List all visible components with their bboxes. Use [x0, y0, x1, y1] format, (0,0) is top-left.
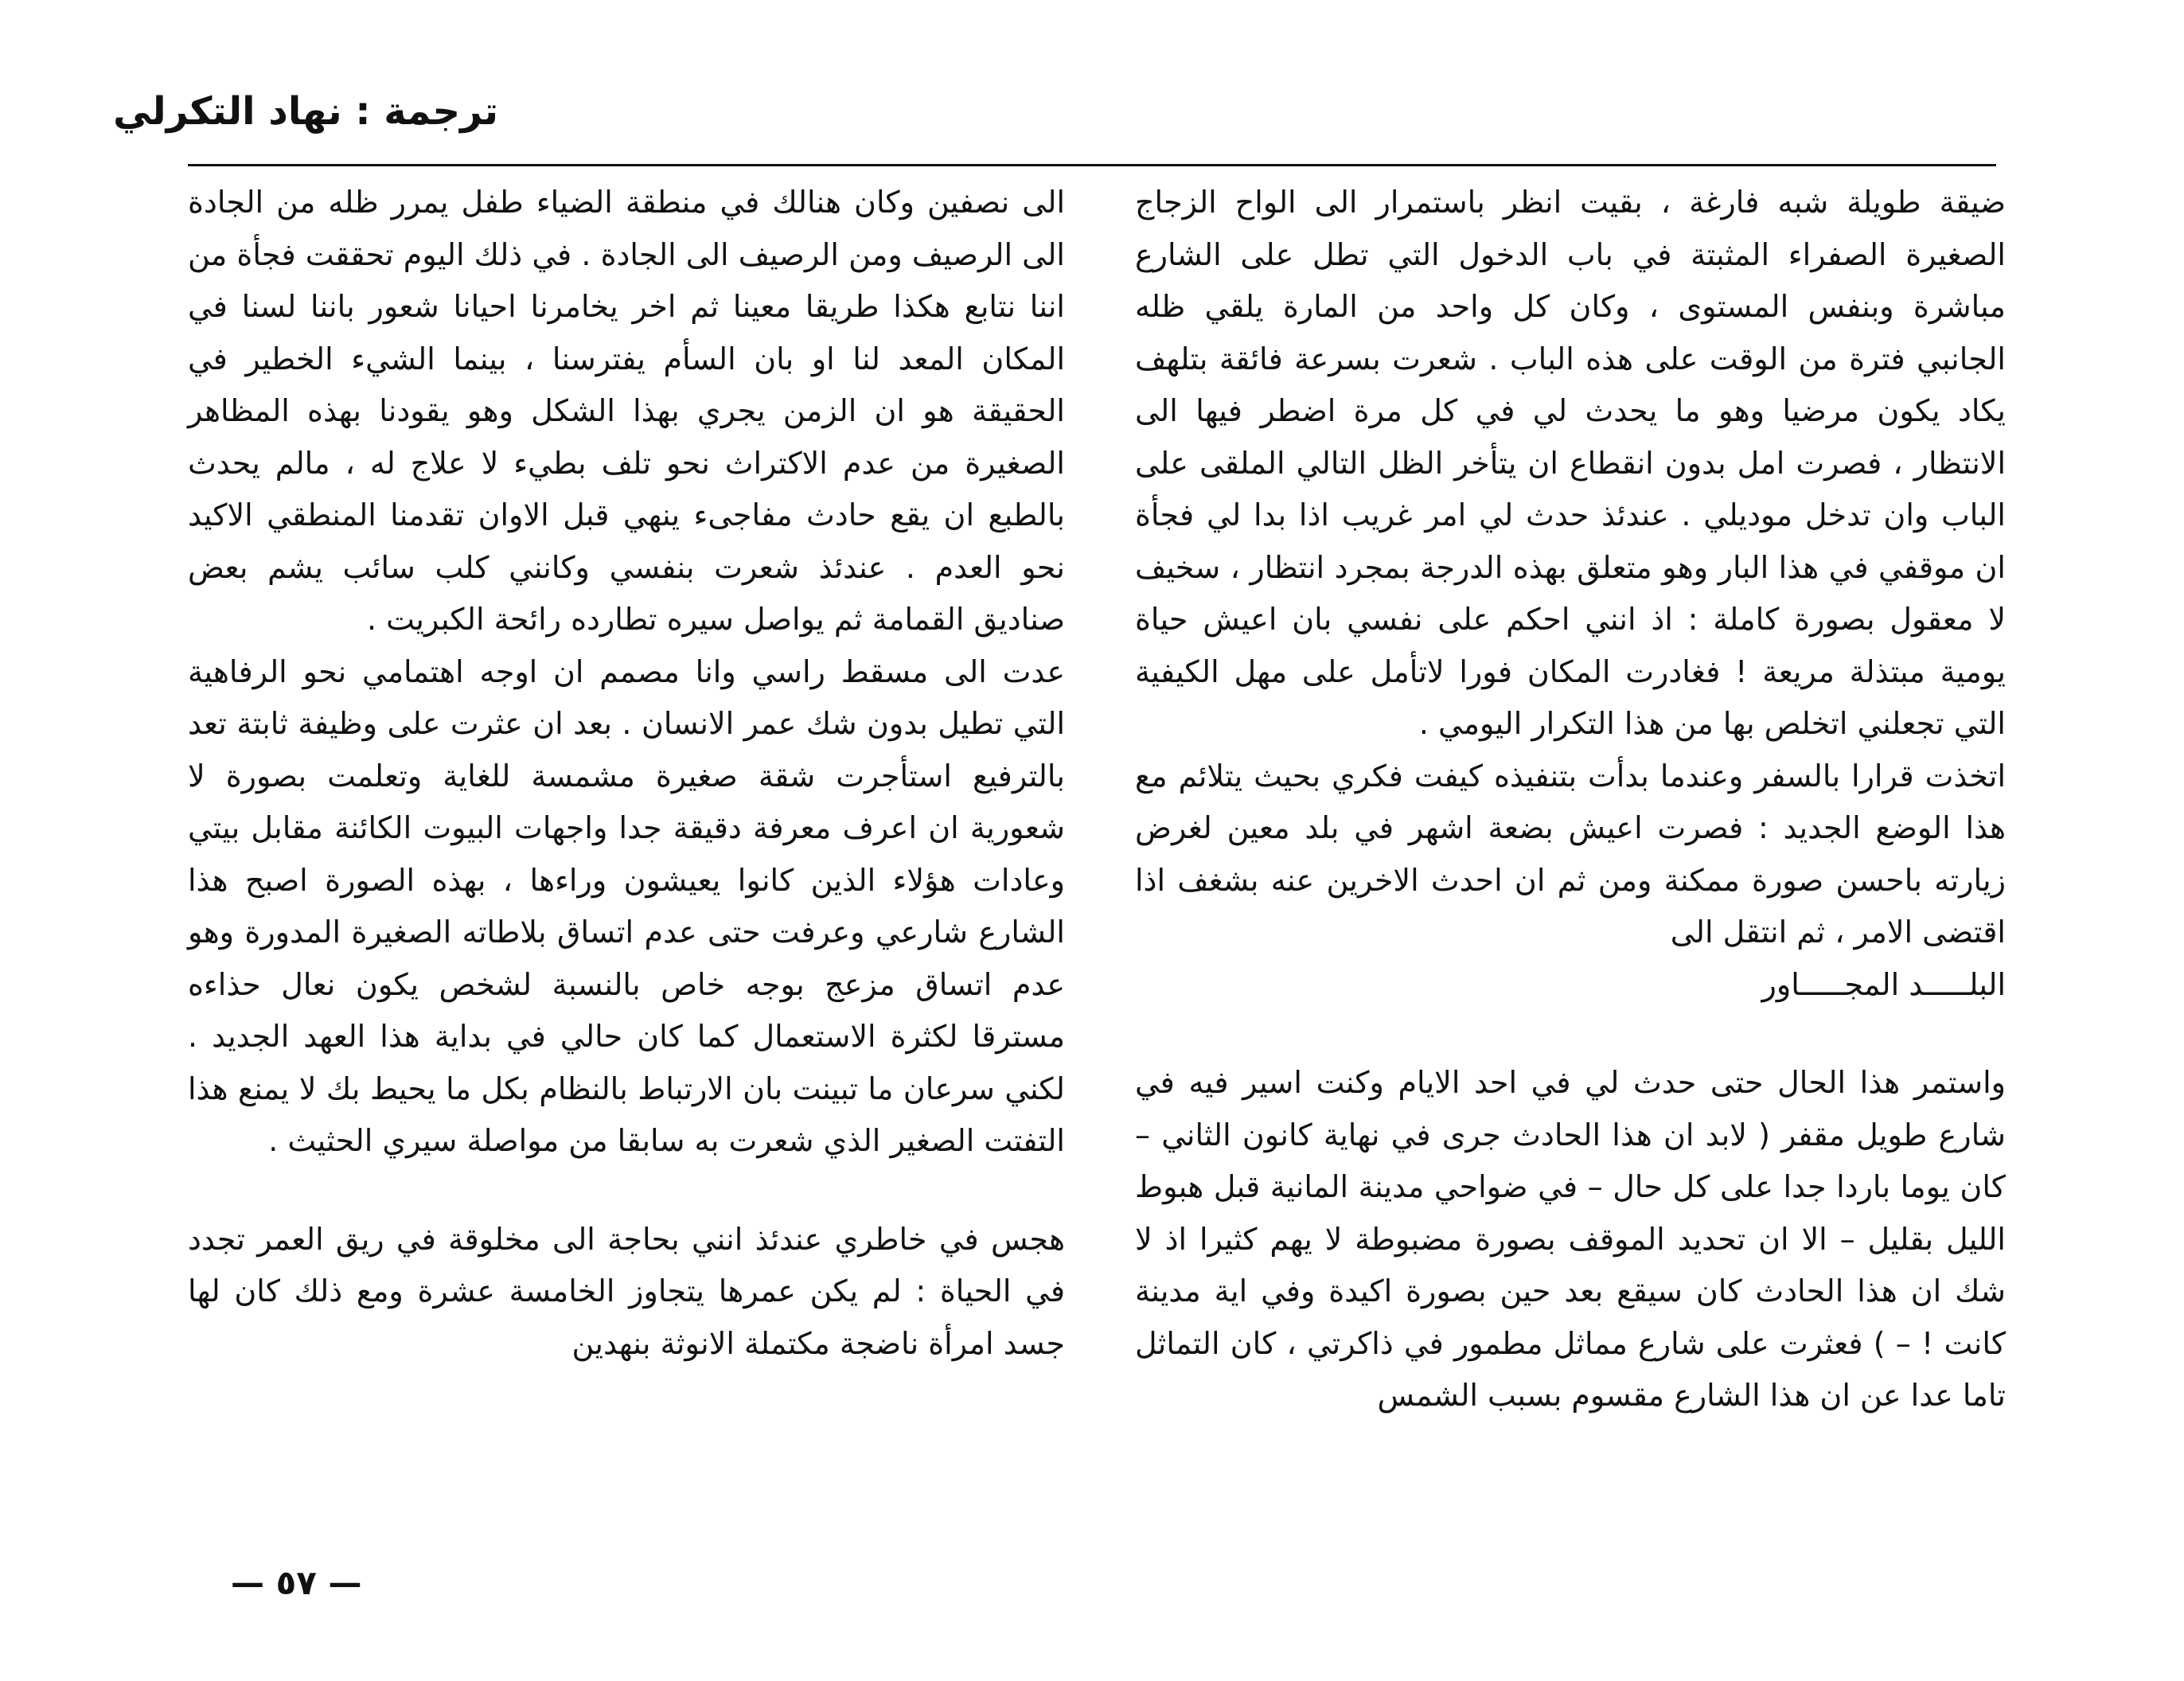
paragraph: الى نصفين وكان هنالك في منطقة الضياء طفل يمرر ظله من الجادة الى الرصيف ومن الرصيف الى الجادة . في ذلك اليوم تحققت فجأة من اننا نتابع هكذا طريقا معينا ثم اخر يخامرنا احيانا شعور باننا لسنا في المكان المعد لنا او بان السأم يفترسنا ، بينما الشيء الخطير في الحقيقة هو ان الزمن يجري بهذا الشكل وهو يقودنا بهذه المظاهر الصغيرة من عدم الاكتراث نحو تلف بطيء لا علاج له ، مالم يحدث بالطبع ان يقع حادث مفاجىء ينهي قبل الاوان تقدمنا المنطقي الاكيد نحو العدم . عندئذ شعرت بنفسي وكانني كلب سائب يشم بعض صناديق القمامة ثم يواصل سيره تطارده رائحة الكبريت . — [188, 185, 1065, 637]
paragraph: اتخذت قرارا بالسفر وعندما بدأت بتنفيذه كيفت فكري بحيث يتلائم مع هذا الوضع الجديد : فصرت اعيش بضعة اشهر في بلد معين لغرض زيارته باحسن صورة ممكنة ومن ثم ان احدث الاخرين عنه بشغف اذا اقتضى الامر ، ثم انتقل الى — [1135, 758, 2006, 950]
left-text-column — [188, 177, 1065, 1370]
page-number: — ٥٧ — — [231, 1563, 362, 1602]
paragraph: ضيقة طويلة شبه فارغة ، بقيت انظر باستمرار الى الواح الزجاج الصغيرة الصفراء المثبتة في باب الدخول التي تطل على الشارع مباشرة وبنفس المستوى ، وكان كل واحد من المارة يلقي ظله الجانبي فترة من الوقت على هذه الباب . شعرت بسرعة فائقة بتلهف يكاد يكون مرضيا وهو ما يحدث لي في كل مرة اضطر فيها الى الانتظار ، فصرت امل بدون انقطاع ان يتأخر الظل التالي الملقى على الباب وان تدخل موديلي . عندئذ حدث لي امر غريب اذا بدا لي فجأة ان موقفي في هذا البار وهو متعلق بهذه الدرجة بمجرد انتظار ، سخيف لا معقول بصورة كاملة : اذ انني احكم على نفسي بان اعيش حياة يومية مبتذلة مريعة ! فغادرت المكان فورا لاتأمل على مهل الكيفية التي تجعلني اتخلص بها من هذا التكرار اليومي . — [1135, 185, 2006, 741]
header-divider — [188, 164, 1996, 166]
translator-credit: ترجمة : نهاد التكرلي — [113, 89, 498, 134]
paragraph: عدت الى مسقط راسي وانا مصمم ان اوجه اهتمامي نحو الرفاهية التي تطيل بدون شك عمر الانسان . بعد ان عثرت على وظيفة ثابتة تعد بالترفيع استأجرت شقة صغيرة مشمسة للغاية وتعلمت بصورة لا شعورية ان اعرف معرفة دقيقة جدا واجهات البيوت الكائنة مقابل بيتي وعادات هؤلاء الذين كانوا يعيشون وراءها ، بهذه الصورة اصبح هذا الشارع شارعي وعرفت حتى عدم اتساق بلاطاته الصغيرة المدورة وهو عدم اتساق مزعج بوجه خاص بالنسبة لشخص يكون نعال حذاءه مسترقا لكثرة الاستعمال كما كان حالي في بداية هذا العهد الجديد . لكني سرعان ما تبينت بان الارتباط بالنظام بكل ما يحيط بك لا يمنع هذا التفتت الصغير الذي شعرت به سابقا من مواصلة سيري الحثيث . — [188, 653, 1065, 1158]
right-text-column — [1135, 177, 2006, 1422]
paragraph-end-line: البلـــــد المجـــــاور — [1761, 966, 2006, 1002]
paragraph: هجس في خاطري عندئذ انني بحاجة الى مخلوقة في ريق العمر تجدد في الحياة : لم يكن عمرها يتجاوز الخامسة عشرة ومع ذلك كان لها جسد امرأة ناضجة مكتملة الانوثة بنهدين — [188, 1221, 1065, 1361]
paragraph: واستمر هذا الحال حتى حدث لي في احد الايام وكنت اسير فيه في شارع طويل مقفر ( لابد ان هذا الحادث جرى في نهاية كانون الثاني – كان يوما باردا جدا على كل حال – في ضواحي مدينة المانية قبل هبوط الليل بقليل – الا ان تحديد الموقف بصورة مضبوطة لا يهم كثيرا اذ لا شك ان هذا الحادث كان سيقع بعد حين بصورة اكيدة وفي اية مدينة كانت ! – ) فعثرت على شارع مماثل مطمور في ذاكرتي ، كان التماثل تاما عدا عن ان هذا الشارع مقسوم بسبب الشمس — [1135, 1065, 2006, 1413]
